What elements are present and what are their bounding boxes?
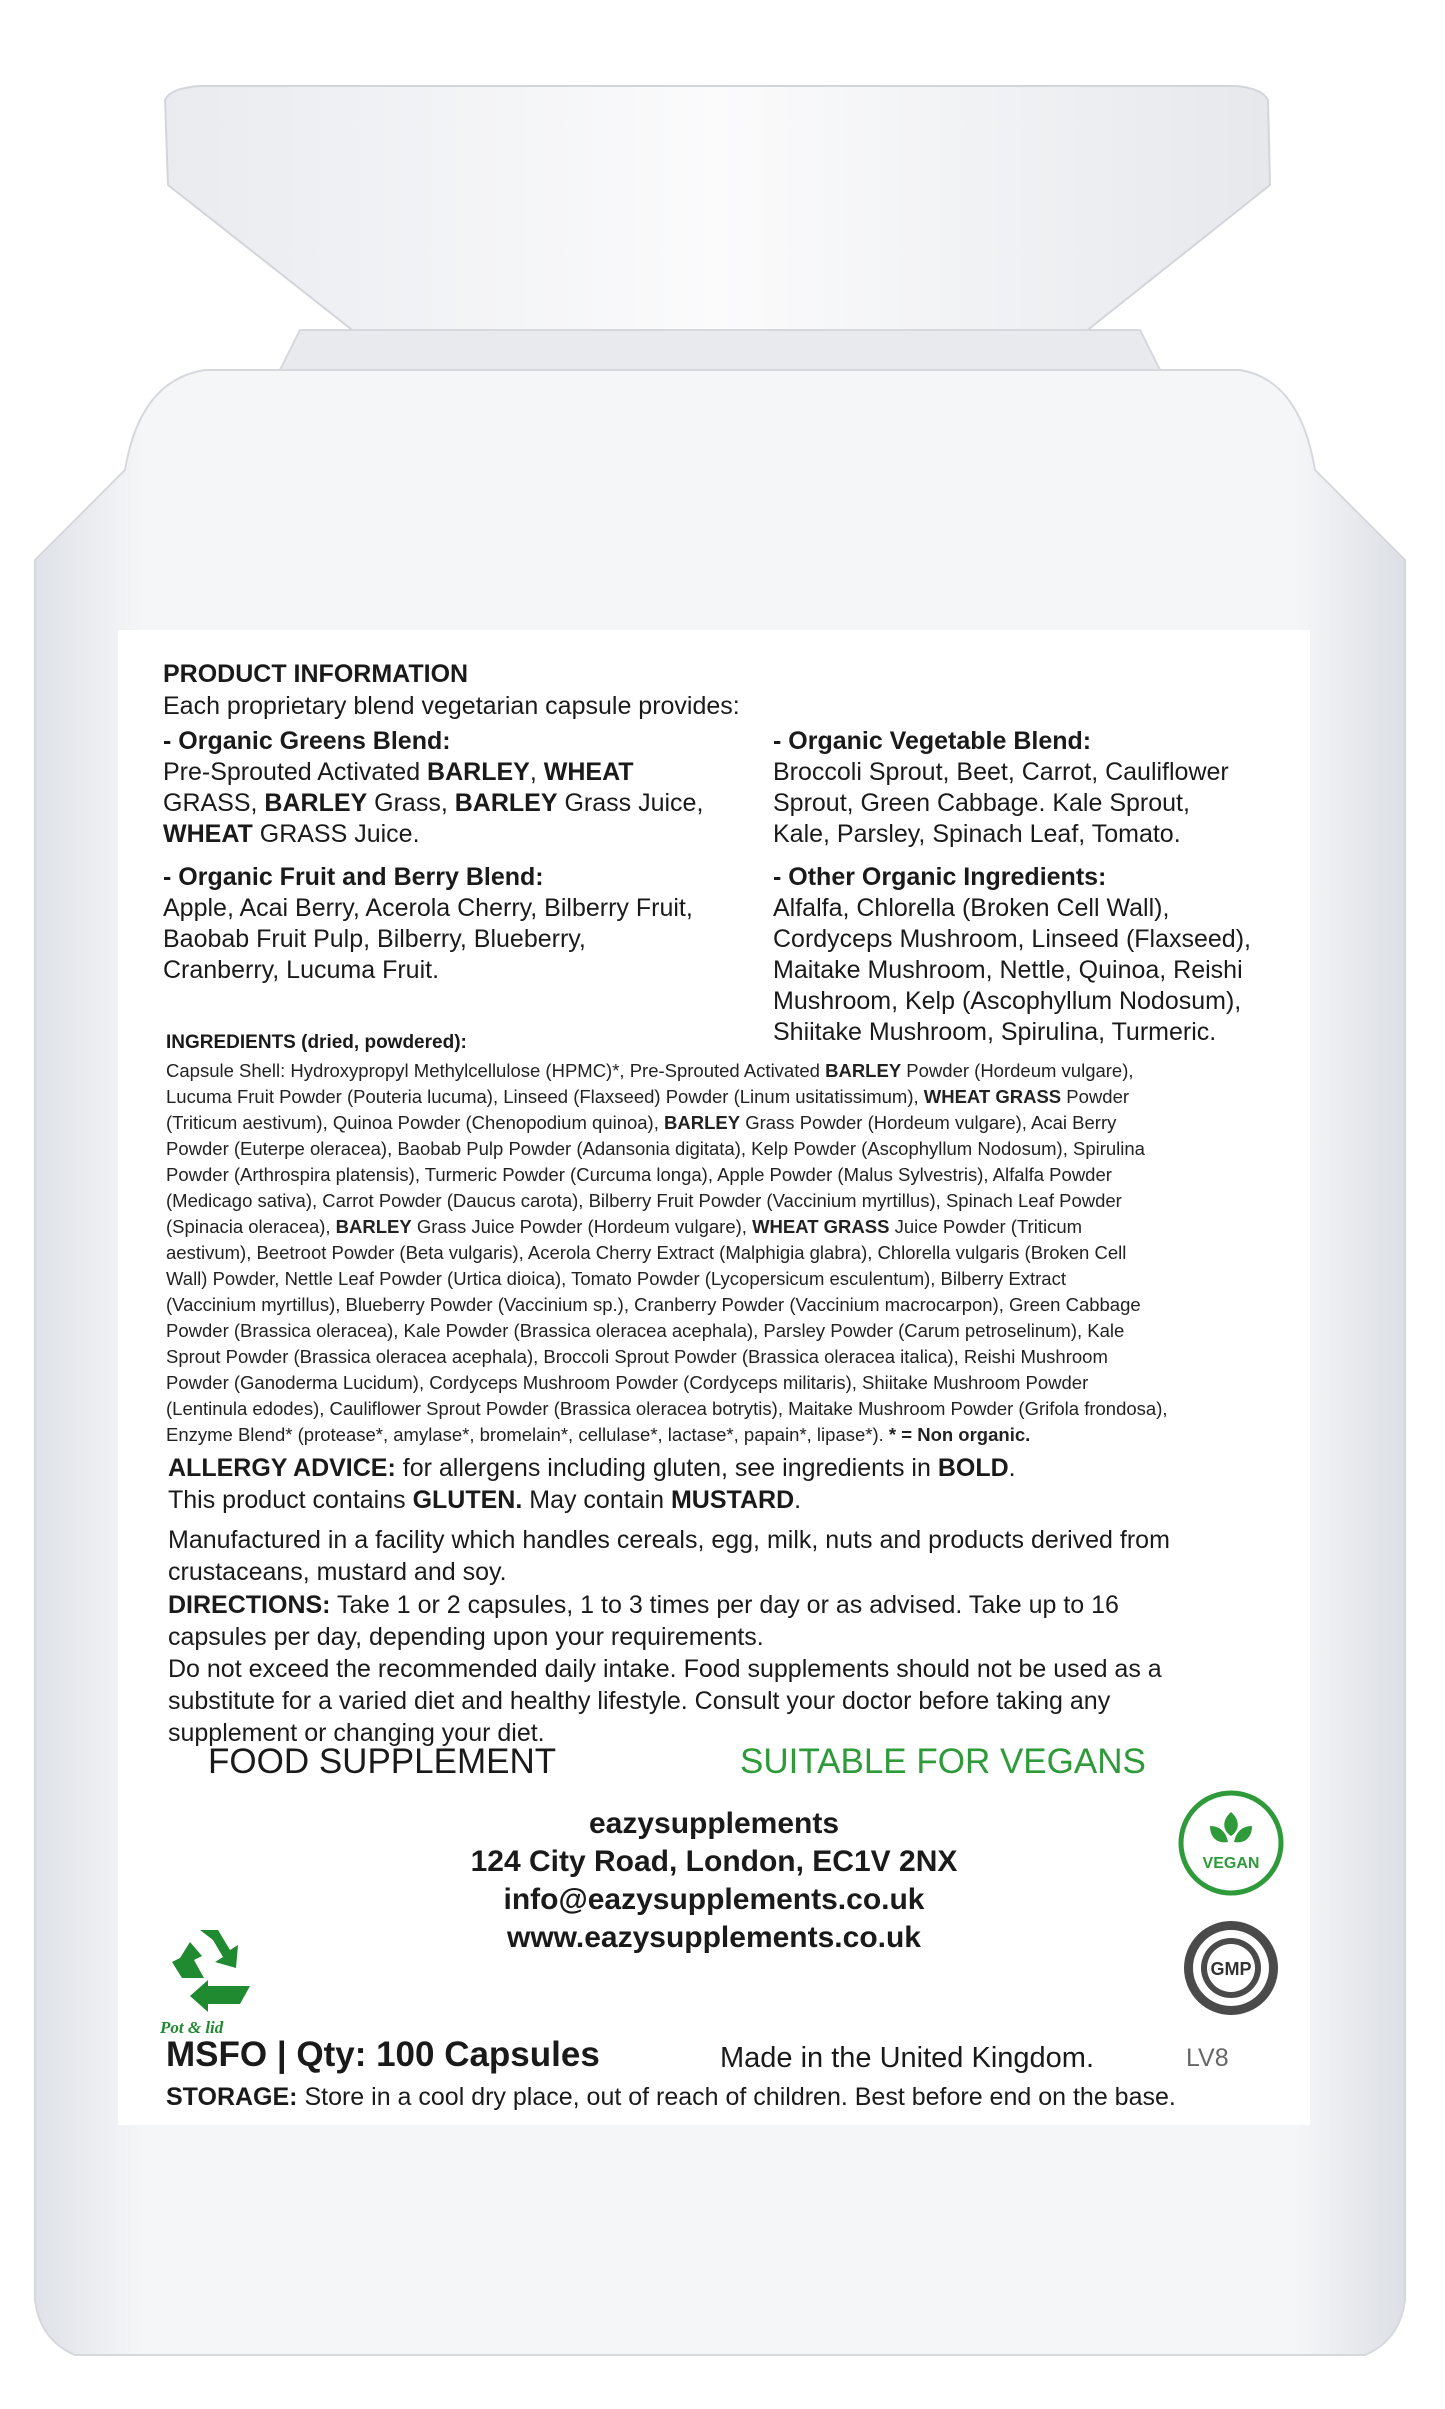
bottle-neck	[280, 330, 1160, 370]
greens-blend-line: Pre-Sprouted Activated BARLEY, WHEAT	[163, 758, 634, 786]
greens-blend-title: - Organic Greens Blend:	[163, 727, 451, 755]
gmp-badge-text: GMP	[1210, 1959, 1252, 1979]
ingredients-line: (Spinacia oleracea), BARLEY Grass Juice Powder (Hordeum vulgare), WHEAT GRASS Juice Powder (Triticum	[166, 1216, 1083, 1237]
directions-warning: substitute for a varied diet and healthy lifestyle. Consult your doctor before taking any	[168, 1687, 1111, 1715]
directions-warning: supplement or changing your diet.	[168, 1719, 545, 1747]
product-information-title: PRODUCT INFORMATION	[163, 660, 469, 688]
allergen-term: WHEAT GRASS	[923, 1086, 1062, 1107]
vegetable-blend-title: - Organic Vegetable Blend:	[773, 727, 1092, 755]
storage-text: Store in a cool dry place, out of reach of children. Best before end on the base.	[297, 2083, 1176, 2111]
allergy-advice	[168, 1452, 1288, 1516]
product-label	[118, 630, 1310, 2125]
vegan-claim: SUITABLE FOR VEGANS	[740, 1742, 1146, 1781]
company-address: 124 City Road, London, EC1V 2NX	[470, 1845, 958, 1878]
allergy-mustard: MUSTARD	[670, 1486, 795, 1514]
ingredients-line: Sprout Powder (Brassica oleracea acephala), Broccoli Sprout Powder (Brassica oleracea italica), Reishi Mushroom	[166, 1346, 1108, 1367]
ingredients-line: Powder (Euterpe oleracea), Baobab Pulp Powder (Adansonia digitata), Kelp Powder (Ascophyllum Nodosum), Spirulina	[166, 1138, 1145, 1159]
food-supplement-label: FOOD SUPPLEMENT	[208, 1742, 557, 1781]
ingredients-line: Powder (Arthrospira platensis), Turmeric Powder (Curcuma longa), Apple Powder (Malus Sylvestris), Alfalfa Powder	[166, 1164, 1112, 1185]
other-ingredients-line: Alfalfa, Chlorella (Broken Cell Wall),	[773, 894, 1170, 922]
vegetable-blend	[773, 726, 1303, 850]
product-information-intro: Each proprietary blend vegetarian capsule provides:	[163, 692, 740, 720]
fruit-berry-blend	[163, 862, 753, 986]
directions-warning: Do not exceed the recommended daily intake. Food supplements should not be used as a	[168, 1655, 1162, 1683]
greens-blend-line: WHEAT GRASS Juice.	[163, 820, 420, 848]
ingredients-line: Lucuma Fruit Powder (Pouteria lucuma), Linseed (Flaxseed) Powder (Linum usitatissimum), WHEAT GRASS Powder	[166, 1086, 1130, 1107]
allergy-may-contain: May contain	[522, 1486, 671, 1514]
bottle-lid	[165, 86, 1270, 340]
ingredients-line: (Vaccinium myrtillus), Blueberry Powder (Vaccinium sp.), Cranberry Powder (Vaccinium macrocarpon), Green Cabbage	[166, 1294, 1141, 1315]
allergen-term: BARLEY	[664, 1112, 741, 1133]
ingredients-line: Wall) Powder, Nettle Leaf Powder (Urtica dioica), Tomato Powder (Lycopersicum esculentum), Bilberry Extract	[166, 1268, 1066, 1289]
made-in: Made in the United Kingdom.	[720, 2042, 1094, 2074]
allergen-term: BARLEY	[335, 1216, 412, 1237]
directions-label: DIRECTIONS:	[168, 1591, 331, 1619]
allergen-term: BARLEY	[825, 1060, 902, 1081]
ingredients-line: (Lentinula edodes), Cauliflower Sprout Powder (Brassica oleracea botrytis), Maitake Mushroom Powder (Grifola frondosa),	[166, 1398, 1168, 1419]
other-ingredients	[773, 862, 1303, 1048]
vegetable-blend-line: Sprout, Green Cabbage. Kale Sprout,	[773, 789, 1190, 817]
fruit-blend-line: Cranberry, Lucuma Fruit.	[163, 956, 440, 984]
other-ingredients-line: Mushroom, Kelp (Ascophyllum Nodosum),	[773, 987, 1242, 1015]
greens-blend-line: GRASS, BARLEY Grass, BARLEY Grass Juice,	[163, 789, 704, 817]
facility-line: Manufactured in a facility which handles cereals, egg, milk, nuts and products derived from	[168, 1526, 1170, 1554]
ingredients-title: INGREDIENTS (dried, powdered):	[166, 1032, 467, 1053]
fruit-blend-line: Baobab Fruit Pulp, Bilberry, Blueberry,	[163, 925, 586, 953]
ingredients-line: (Triticum aestivum), Quinoa Powder (Chenopodium quinoa), BARLEY Grass Powder (Hordeum vulgare), Acai Berry	[166, 1112, 1117, 1133]
storage-label: STORAGE:	[166, 2083, 298, 2111]
greens-blend	[163, 726, 753, 850]
fruit-blend-line: Apple, Acai Berry, Acerola Cherry, Bilberry Fruit,	[163, 894, 693, 922]
vegetable-blend-line: Broccoli Sprout, Beet, Carrot, Cauliflower	[773, 758, 1229, 786]
company-website: www.eazysupplements.co.uk	[506, 1921, 921, 1954]
allergy-contains: This product contains	[168, 1486, 413, 1514]
facility-line: crustaceans, mustard and soy.	[168, 1558, 507, 1586]
ingredients-line: Powder (Brassica oleracea), Kale Powder (Brassica oleracea acephala), Parsley Powder (Carum petroselinum), Kale	[166, 1320, 1125, 1341]
ingredients-line: Enzyme Blend* (protease*, amylase*, bromelain*, cellulase*, lactase*, papain*, lipase*). * = Non organic.	[166, 1424, 1031, 1445]
fruit-blend-title: - Organic Fruit and Berry Blend:	[163, 863, 544, 891]
other-ingredients-line: Shiitake Mushroom, Spirulina, Turmeric.	[773, 1018, 1217, 1046]
allergen-term: WHEAT GRASS	[752, 1216, 890, 1237]
allergy-bold-word: BOLD	[937, 1454, 1009, 1482]
allergy-end: .	[794, 1486, 802, 1514]
other-ingredients-line: Cordyceps Mushroom, Linseed (Flaxseed),	[773, 925, 1251, 953]
allergy-text: for allergens including gluten, see ingredients in	[395, 1454, 938, 1482]
vegetable-blend-line: Kale, Parsley, Spinach Leaf, Tomato.	[773, 820, 1181, 848]
ingredients-line: (Medicago sativa), Carrot Powder (Daucus carota), Bilberry Fruit Powder (Vaccinium myrtillus), Spinach Leaf Powder	[166, 1190, 1122, 1211]
ingredients-line: aestivum), Beetroot Powder (Beta vulgaris), Acerola Cherry Extract (Malphigia glabra), Chlorella vulgaris (Broken Cell	[166, 1242, 1127, 1263]
storage-info	[166, 2083, 1176, 2112]
vegan-badge-text: VEGAN	[1202, 1855, 1260, 1872]
allergy-text-end: .	[1008, 1454, 1016, 1482]
other-ingredients-title: - Other Organic Ingredients:	[773, 863, 1107, 891]
allergen-term: * = Non organic.	[888, 1424, 1031, 1445]
other-ingredients-line: Maitake Mushroom, Nettle, Quinoa, Reishi	[773, 956, 1243, 984]
directions-text: capsules per day, depending upon your requirements.	[168, 1623, 764, 1651]
company-email: info@eazysupplements.co.uk	[503, 1883, 925, 1916]
facility-notice	[168, 1524, 1288, 1588]
ingredients-list	[166, 1058, 1306, 1448]
product-code: MSFO | Qty: 100 Capsules	[166, 2035, 600, 2074]
directions-text: Take 1 or 2 capsules, 1 to 3 times per day or as advised. Take up to 16	[330, 1591, 1119, 1619]
ingredients-line: Capsule Shell: Hydroxypropyl Methylcellulose (HPMC)*, Pre-Sprouted Activated BARLEY Powder (Hordeum vulgare),	[166, 1060, 1134, 1081]
label-version: LV8	[1186, 2044, 1229, 2072]
allergy-label: ALLERGY ADVICE:	[168, 1454, 396, 1482]
allergy-gluten: GLUTEN.	[412, 1486, 523, 1514]
company-name: eazysupplements	[588, 1807, 840, 1840]
directions	[168, 1589, 1288, 1749]
recycle-caption: Pot & lid	[160, 2018, 224, 2037]
ingredients-line: Powder (Ganoderma Lucidum), Cordyceps Mushroom Powder (Cordyceps militaris), Shiitake Mushroom Powder	[166, 1372, 1089, 1393]
